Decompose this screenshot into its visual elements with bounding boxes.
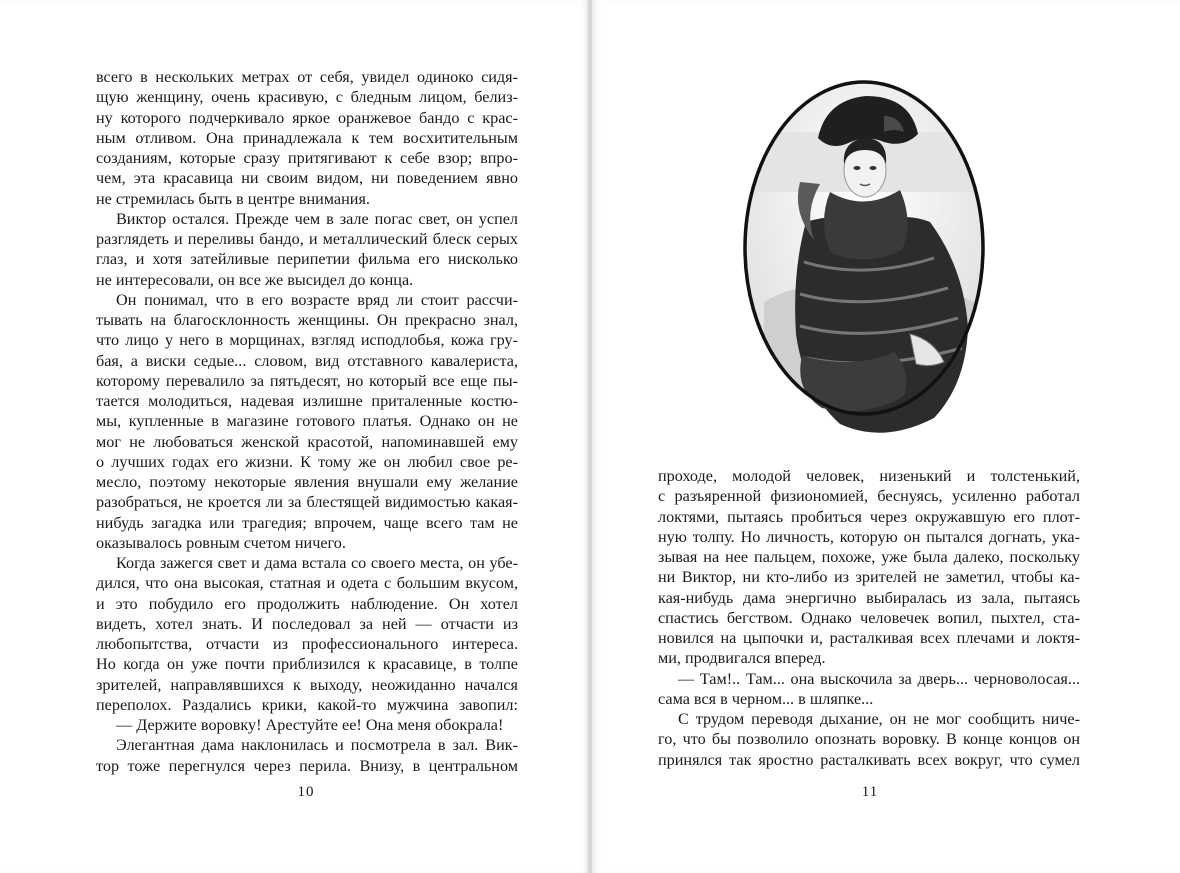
text-line: глаз, и хотя затейливые перипетии фильма его нисколько [96, 250, 518, 269]
text-line: ми, продвигался вперед. [658, 649, 826, 668]
text-line: щую женщину, очень красивую, с бледным лицом, белиз- [96, 88, 518, 107]
text-line: разобраться, не кроется ли за блестящей видимостью какая- [96, 493, 518, 512]
text-line: месло, поэтому некоторые явления внушали ему желание [96, 473, 518, 491]
text-line: не интересовали, он все же высидел до конца. [96, 270, 414, 289]
text-line: сама вся в черном... в шляпке... [658, 689, 874, 708]
text-line: Виктор остался. Прежде чем в зале погас свет, он успел [116, 209, 518, 228]
illustration-portrait [734, 72, 994, 444]
text-line: го, что бы позволило опознать воровку. В конце концов он [658, 730, 1080, 749]
text-line: тается молодиться, надевая излишне приталенные костю- [96, 392, 518, 410]
text-line: что лицо у него в морщинах, взгляд исподлобья, кожа гру- [96, 331, 518, 350]
text-line: Элегантная дама наклонилась и посмотрела в зал. Вик- [116, 736, 518, 755]
text-line: спастись бегством. Однако человечек вопил, пыхтел, ста- [658, 608, 1080, 627]
text-line: любопытства, отчасти из профессионального интереса. [96, 635, 518, 653]
text-line: С трудом переводя дыхание, он не мог сообщить ниче- [678, 710, 1080, 728]
left-page [0, 0, 588, 873]
text-line: зрителей, направлявшихся к выходу, неожиданно начался [96, 675, 518, 694]
text-line: не стремилась быть в центре внимания. [96, 189, 370, 208]
text-line: ну которого подчеркивало яркое оранжевое бандо с крас- [96, 108, 518, 127]
text-line: зывая на нее пальцем, похоже, уже была далеко, поскольку [658, 548, 1080, 566]
right-page-number: 11 [861, 784, 879, 800]
text-line: ную толпу. Но личность, которую он пытался догнать, ука- [658, 527, 1080, 546]
text-line: мы, купленные в магазине готового платья. Однако он не [96, 412, 518, 431]
text-line: которому перевалило за пятьдесят, но который все еще пы- [96, 371, 518, 390]
text-line: ни Виктор, ни кто-либо из зрителей не заметил, чтобы ка- [658, 568, 1080, 587]
text-line: новился на цыпочки и, расталкивая всех плечами и локтя- [658, 629, 1080, 647]
text-line: бая, а виски седые... словом, вид отставного кавалериста, [96, 351, 518, 370]
text-line: ным отливом. Она принадлежала к тем восхитительным [96, 128, 518, 147]
text-line: принялся так яростно расталкивать всех вокруг, что сумел [658, 750, 1080, 769]
text-line: Он понимал, что в его возрасте вряд ли стоит рассчи- [116, 290, 518, 309]
text-line: мог не любоваться женской красотой, напоминавшей ему [96, 432, 518, 451]
text-line: — Там!.. Там... она выскочила за дверь... черноволосая... [678, 669, 1080, 688]
text-line: дился, что она высокая, статная и одета с большим вкусом, [96, 574, 518, 593]
right-page-text [658, 466, 1080, 770]
text-line: оказывалось ровным счетом ничего. [96, 533, 346, 552]
text-line: — Держите воровку! Арестуйте ее! Она меня обокрала! [116, 716, 504, 734]
right-page [592, 0, 1180, 873]
text-line: видеть, хотел знать. И последовал за ней — отчасти из [96, 614, 518, 633]
text-line: тор тоже перегнулся через перила. Внизу, в центральном [96, 756, 518, 775]
text-line: локтями, пытаясь пробиться через окружавшую его плот- [658, 507, 1080, 526]
text-line: Но когда он уже почти приблизился к красавице, в толпе [96, 655, 518, 674]
text-line: кая-нибудь дама энергично выбиралась из зала, пытаясь [658, 588, 1080, 607]
text-line: Когда зажегся свет и дама встала со своего места, он убе- [116, 554, 518, 572]
left-page-text [96, 67, 518, 776]
text-line: разглядеть и переливы бандо, и металлический блеск серых [96, 230, 518, 248]
left-page-number: 10 [297, 784, 315, 800]
text-line: нибудь загадка или трагедия; впрочем, чаще всего там не [96, 513, 518, 532]
text-line: переполох. Раздались крики, какой-то мужчина завопил: [96, 695, 518, 714]
text-line: о лучших годах его жизни. К тому же он любил свое ре- [96, 452, 518, 471]
text-line: с разъяренной физиономией, беснуясь, усиленно работал [658, 487, 1080, 506]
text-line: всего в нескольких метрах от себя, увидел одиноко сидя- [96, 68, 518, 86]
text-line: тывать на благосклонность женщины. Он прекрасно знал, [96, 311, 518, 329]
text-line: проходе, молодой человек, низенький и толстенький, [658, 467, 1080, 485]
text-line: чем, эта красавица ни своим видом, ни поведением явно [96, 169, 518, 188]
text-line: и это побудило его продолжить наблюдение. Он хотел [96, 594, 518, 613]
text-line: созданиям, которые сразу притягивают к себе взор; впро- [96, 149, 518, 167]
